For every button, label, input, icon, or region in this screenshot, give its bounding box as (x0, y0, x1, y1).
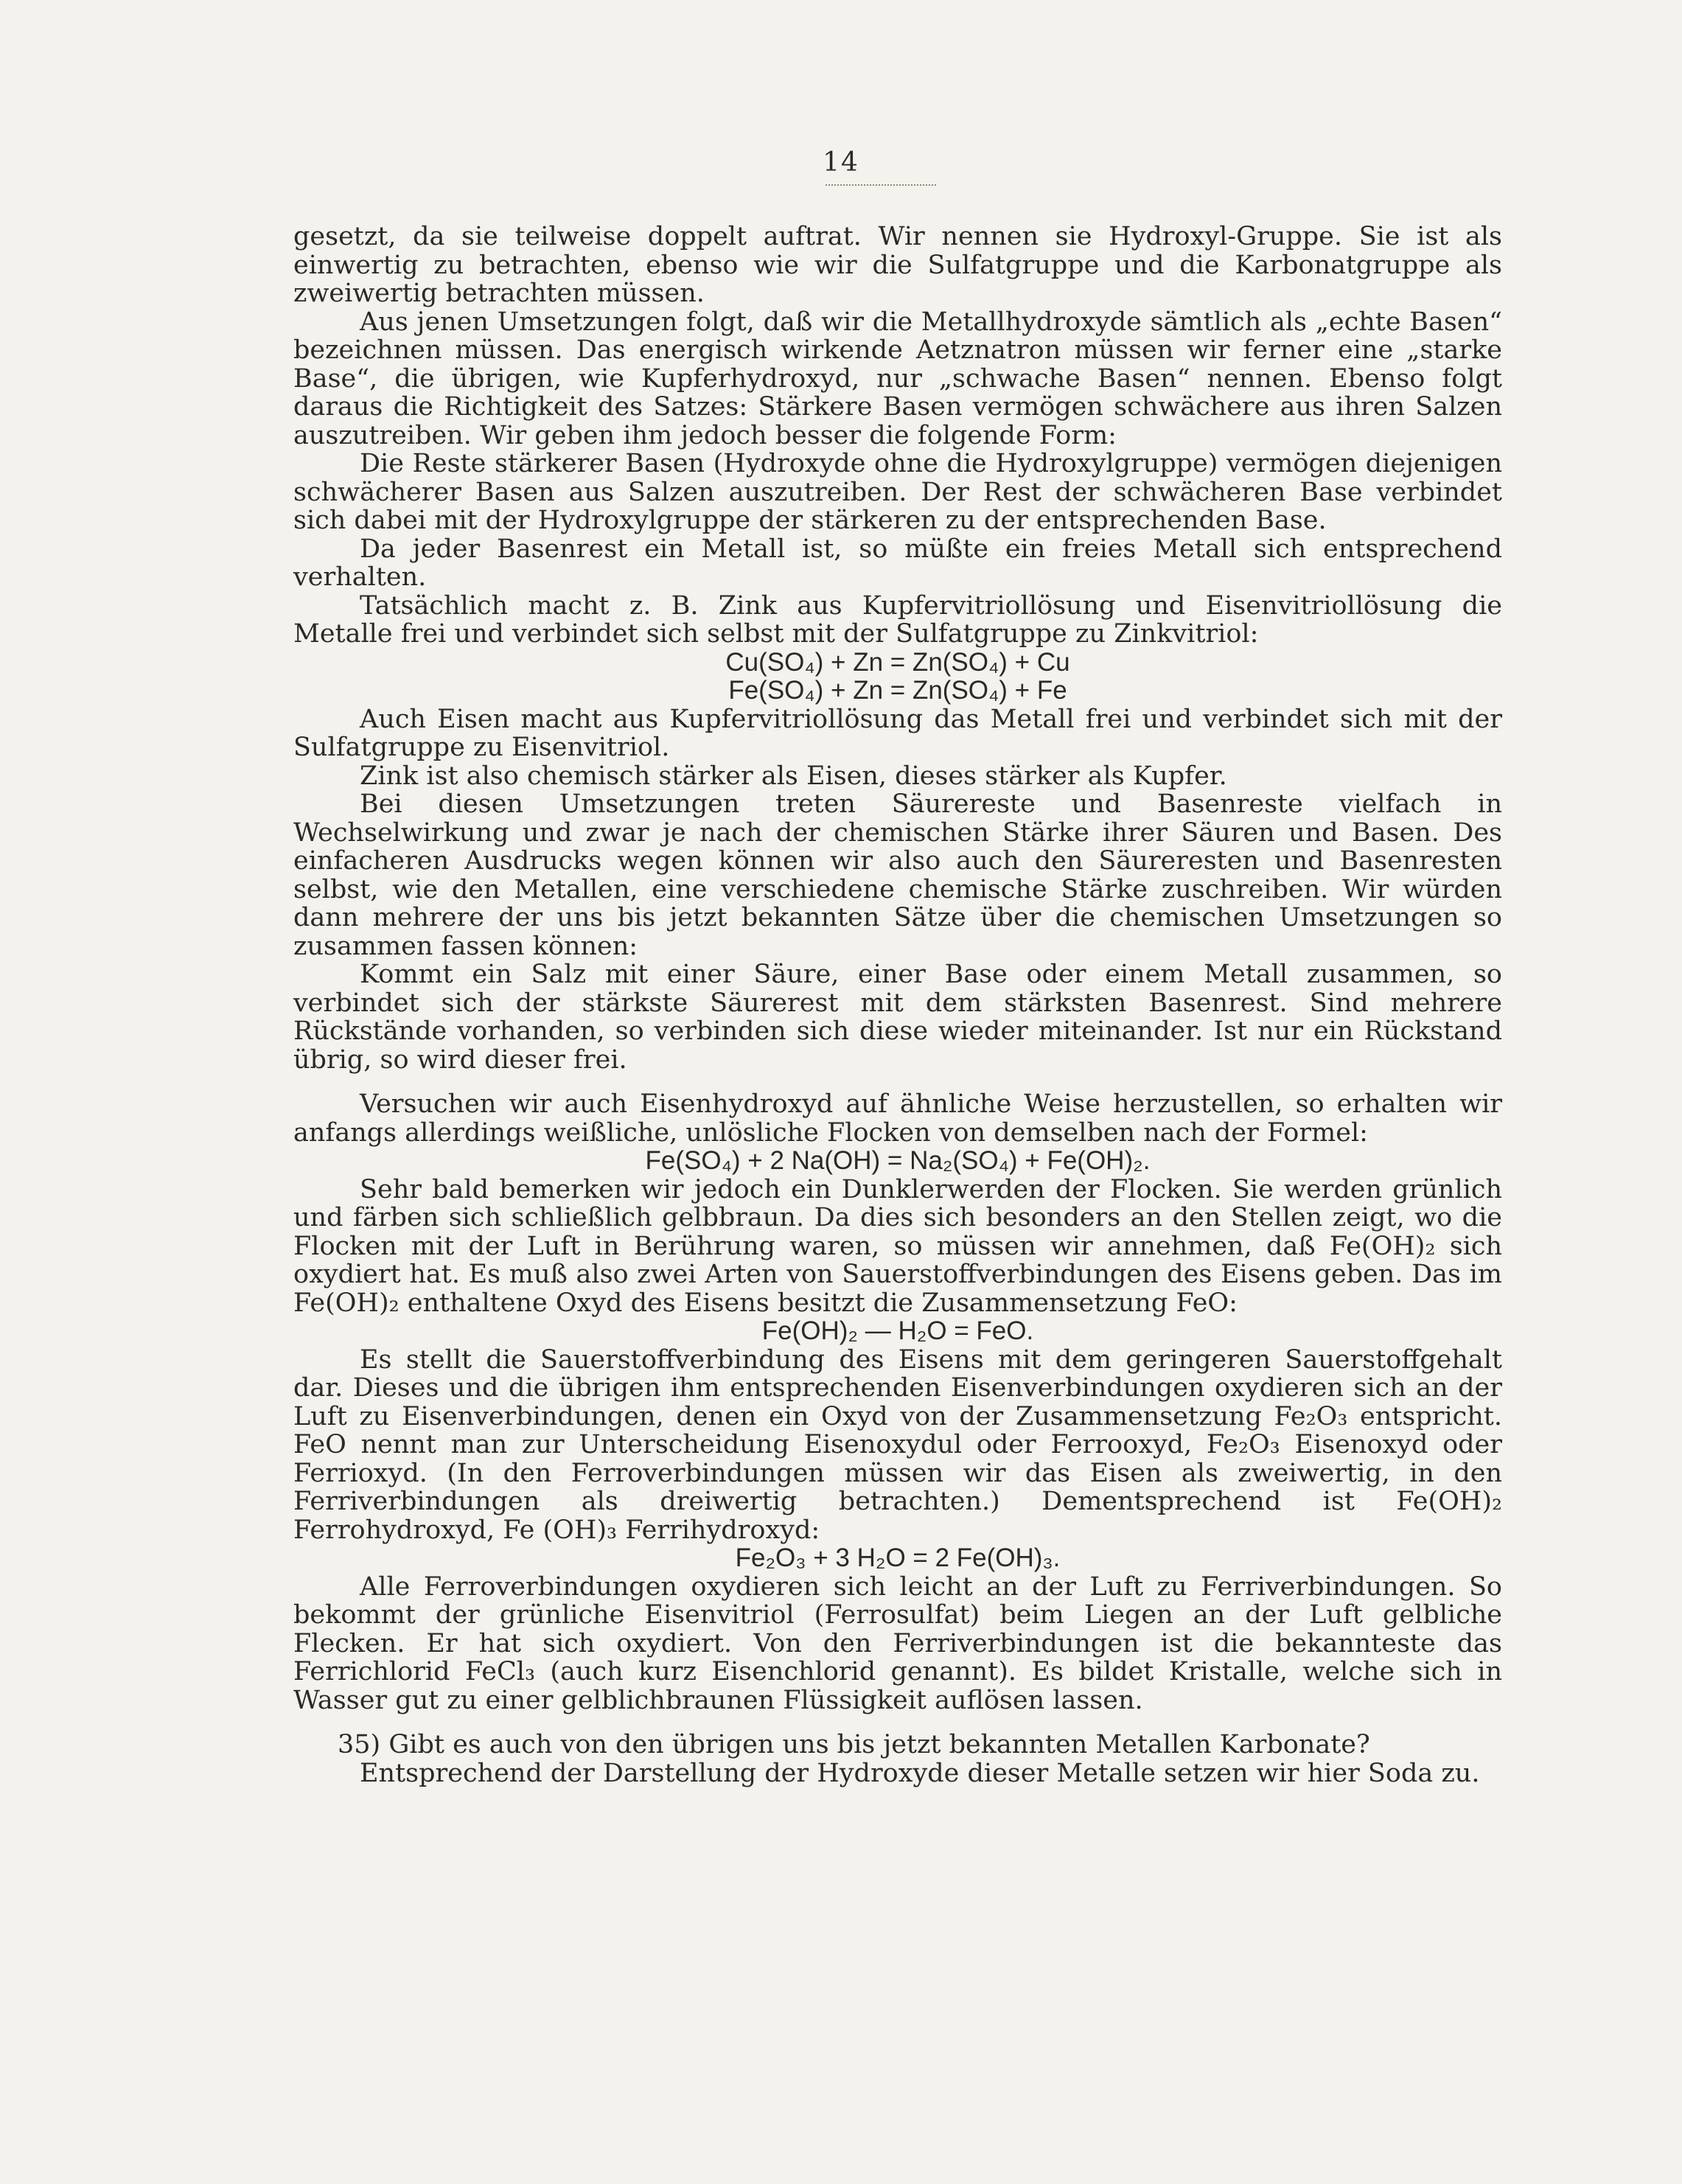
chemical-equation: Fe₂O₃ + 3 H₂O = 2 Fe(OH)₃. (735, 1543, 1061, 1572)
chemical-equation: Fe(OH)₂ — H₂O = FeO. (761, 1316, 1034, 1345)
paragraph: Auch Eisen macht aus Kupfervitriollösung das Metall frei und verbindet sich mit der Sulfatgruppe zu Eisenvitriol. (293, 704, 1502, 762)
chemical-equation: Cu(SO₄) + Zn = Zn(SO₄) + Cu (725, 647, 1070, 677)
page-number: 14 (823, 147, 859, 178)
paragraph: Sehr bald bemerken wir jedoch ein Dunklerwerden der Flocken. Sie werden grünlich und färben sich schließlich gelbbraun. Da dies sich besonders an den Stellen zeigt, wo die Flocken mit der Luft in Berührung waren, so müssen wir annehmen, daß Fe(OH)₂ sich oxydiert hat. Es muß also zwei Arten von Sauerstoffverbindungen des Eisens geben. Das im Fe(OH)₂ enthaltene Oxyd des Eisens besitzt die Zusammensetzung FeO: (293, 1174, 1502, 1318)
paragraph-emphasized-rule: Die Reste stärkerer Basen (Hydroxyde ohne die Hydroxylgruppe) vermögen diejenigen schwächerer Basen aus Salzen auszutreiben. Der Rest der schwächeren Base verbindet sich dabei mit der Hydroxylgruppe der stärkeren zu der entsprechenden Base. (293, 449, 1502, 535)
paragraph: Bei diesen Umsetzungen treten Säurereste und Basenreste vielfach in Wechselwirkung und zwar je nach der chemischen Stärke ihrer Säuren und Basen. Des einfacheren Ausdrucks wegen können wir also auch den Säureresten und Basenresten selbst, wie den Metallen, eine verschiedene chemische Stärke zuschreiben. Wir würden dann mehrere der uns bis jetzt bekannten Sätze über die chemischen Umsetzungen so zusammen fassen können: (293, 789, 1502, 961)
paragraph: Entsprechend der Darstellung der Hydroxyde dieser Metalle setzen wir hier Soda zu. (360, 1758, 1480, 1788)
paragraph: Es stellt die Sauerstoffverbindung des Eisens mit dem geringeren Sauerstoffgehalt dar. Dieses und die übrigen ihm entsprechenden Eisenverbindungen oxydieren sich an der Luft zu Eisenverbindungen, denen ein Oxyd von der Zusammensetzung Fe₂O₃ entspricht. FeO nennt man zur Unterscheidung Eisenoxydul oder Ferrooxyd, Fe₂O₃ Eisenoxyd oder Ferrioxyd. (In den Ferroverbindungen müssen wir das Eisen als zweiwertig, in den Ferriverbindungen als dreiwertig betrachten.) Dementsprechend ist Fe(OH)₂ Ferrohydroxyd, Fe (OH)₃ Ferrihydroxyd: (293, 1344, 1502, 1545)
body-text (293, 223, 1502, 1787)
paragraph: Versuchen wir auch Eisenhydroxyd auf ähnliche Weise herzustellen, so erhalten wir anfangs allerdings weißliche, unlösliche Flocken von demselben nach der Formel: (293, 1089, 1502, 1148)
paragraph: gesetzt, da sie teilweise doppelt auftrat. Wir nennen sie Hydroxyl-Gruppe. Sie ist als einwertig zu betrachten, ebenso wie wir die Sulfatgruppe und die Karbonatgruppe als zweiwertig betrachten müssen. (293, 222, 1502, 308)
paragraph-gap (293, 1714, 1502, 1731)
chemical-equation: Fe(SO₄) + 2 Na(OH) = Na₂(SO₄) + Fe(OH)₂. (645, 1146, 1151, 1175)
question-heading: 35) Gibt es auch von den übrigen uns bis jetzt bekannten Metallen Karbonate? (338, 1730, 1370, 1759)
paragraph-emphasized-rule: Kommt ein Salz mit einer Säure, einer Base oder einem Metall zusammen, so verbindet sich der stärkste Säurerest mit dem stärksten Basenrest. Sind mehrere Rückstände vorhanden, so verbinden sich diese wieder miteinander. Ist nur ein Rückstand übrig, so wird dieser frei. (293, 960, 1502, 1075)
page-number-rule (826, 184, 936, 186)
paragraph: Da jeder Basenrest ein Metall ist, so müßte ein freies Metall sich entsprechend verhalten. (293, 534, 1502, 592)
paragraph: Zink ist also chemisch stärker als Eisen, dieses stärker als Kupfer. (360, 761, 1227, 791)
chemical-equation: Fe(SO₄) + Zn = Zn(SO₄) + Fe (728, 676, 1067, 705)
paragraph: Alle Ferroverbindungen oxydieren sich leicht an der Luft zu Ferriverbindungen. So bekommt der grünliche Eisenvitriol (Ferrosulfat) beim Liegen an der Luft gelbliche Flecken. Er hat sich oxydiert. Von den Ferriverbindungen ist die bekannteste das Ferrichlorid FeCl₃ (auch kurz Eisenchlorid genannt). Es bildet Kristalle, welche sich in Wasser gut zu einer gelblichbraunen Flüssigkeit auflösen lassen. (293, 1571, 1502, 1715)
paragraph: Tatsächlich macht z. B. Zink aus Kupfervitriollösung und Eisenvitriollösung die Metalle frei und verbindet sich selbst mit der Sulfatgruppe zu Zinkvitriol: (293, 590, 1502, 649)
paragraph: Aus jenen Umsetzungen folgt, daß wir die Metallhydroxyde sämtlich als „echte Basen“ bezeichnen müssen. Das energisch wirkende Aetznatron müssen wir ferner eine „starke Base“, die übrigen, wie Kupferhydroxyd, nur „schwache Basen“ nennen. Ebenso folgt daraus die Richtigkeit des Satzes: Stärkere Basen vermögen schwächere aus ihren Salzen auszutreiben. Wir geben ihm jedoch besser die folgende Form: (293, 307, 1502, 450)
paragraph-gap (293, 1074, 1502, 1090)
